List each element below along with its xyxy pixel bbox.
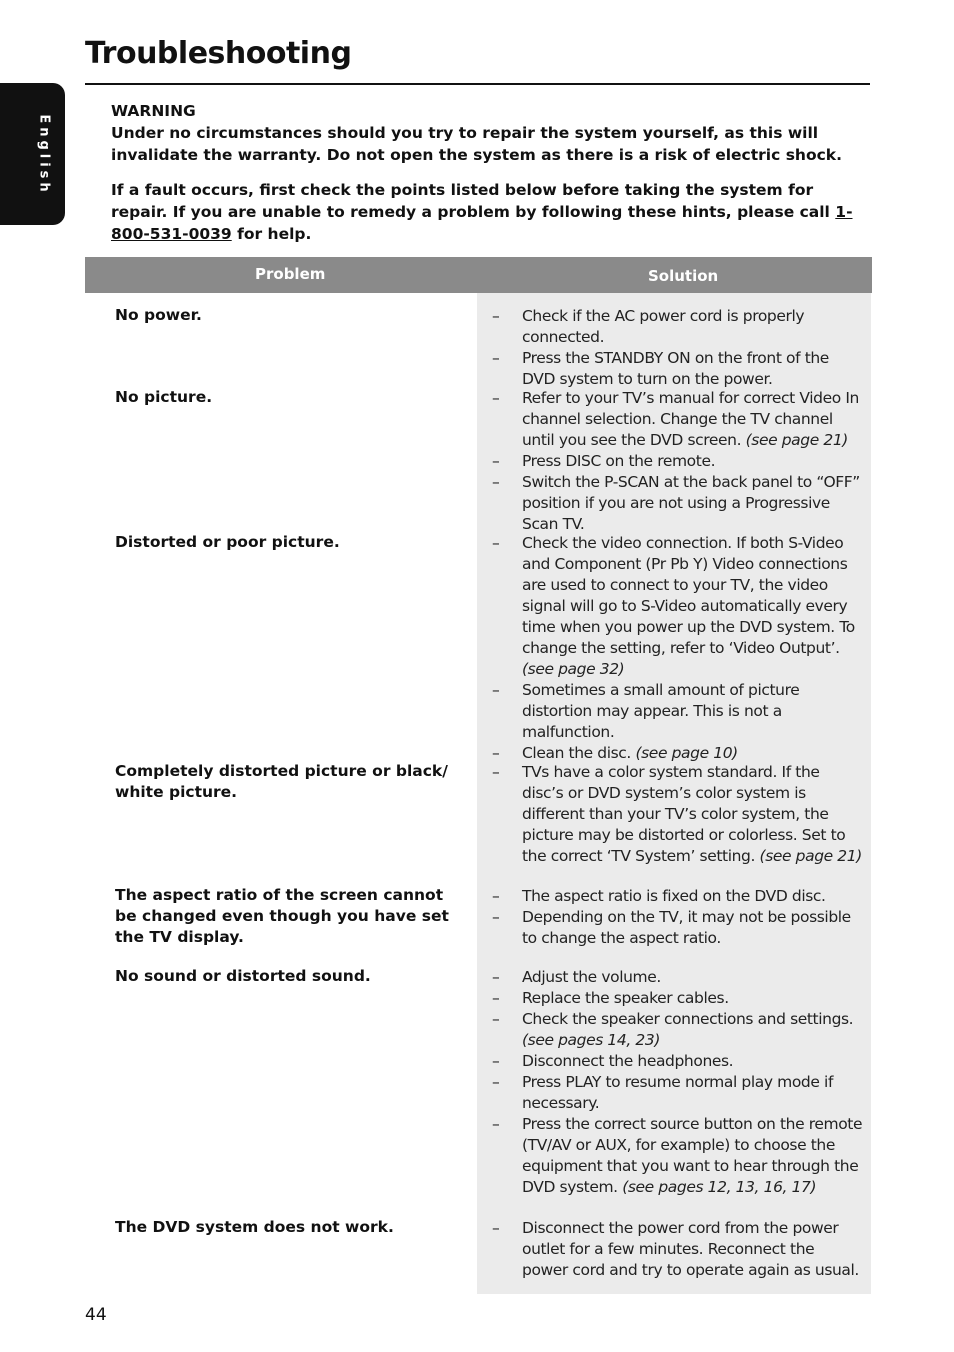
solution-item <box>492 967 864 988</box>
problem-cell: No picture. <box>115 388 213 406</box>
solution-item <box>492 472 864 535</box>
dash-bullet: – <box>492 534 500 552</box>
intro-before: If a fault occurs, first check the points listed below before taking the system for repair. If you are unable to remedy a problem by following these hints, please call <box>111 181 836 221</box>
problem-cell: The aspect ratio of the screen cannot be changed even though you have set the TV display. <box>115 886 449 946</box>
page-reference: (see page 21) <box>759 847 862 865</box>
solution-item <box>492 533 864 680</box>
dash-bullet: – <box>492 968 500 986</box>
dash-bullet: – <box>492 1052 500 1070</box>
solution-text: Replace the speaker cables. <box>522 989 729 1007</box>
dash-bullet: – <box>492 452 500 470</box>
solution-item <box>492 988 864 1009</box>
page-reference: (see pages 12, 13, 16, 17) <box>622 1178 817 1196</box>
dash-bullet: – <box>492 1219 500 1237</box>
page-reference: (see page 21) <box>745 431 848 449</box>
problem-cell: Distorted or poor picture. <box>115 533 340 551</box>
solution-list <box>492 306 864 390</box>
solution-list <box>492 886 864 949</box>
dash-bullet: – <box>492 908 500 926</box>
page-number: 44 <box>85 1305 107 1325</box>
problem-cell: No sound or distorted sound. <box>115 967 371 985</box>
solution-item <box>492 1114 864 1198</box>
dash-bullet: – <box>492 1115 500 1133</box>
dash-bullet: – <box>492 1010 500 1028</box>
solution-item <box>492 886 864 907</box>
solution-list <box>492 967 864 1198</box>
language-tab <box>0 83 65 225</box>
dash-bullet: – <box>492 389 500 407</box>
header-solution: Solution <box>648 267 719 285</box>
solution-text: Refer to your TV’s manual for correct Video In channel selection. Change the TV channel until you see the DVD screen. <box>522 389 859 449</box>
solution-list <box>492 762 864 867</box>
solution-item <box>492 1009 864 1051</box>
solution-text: Press DISC on the remote. <box>522 452 716 470</box>
solution-text: Sometimes a small amount of picture distortion may appear. This is not a malfunction. <box>522 681 800 741</box>
problem-cell: No power. <box>115 306 202 324</box>
help-phone-number: 1-800-531-0039 <box>111 203 853 243</box>
warning-heading: WARNING <box>111 102 196 120</box>
dash-bullet: – <box>492 307 500 325</box>
solution-item <box>492 1051 864 1072</box>
dash-bullet: – <box>492 989 500 1007</box>
dash-bullet: – <box>492 763 500 781</box>
dash-bullet: – <box>492 744 500 762</box>
solution-list <box>492 388 864 535</box>
solution-item <box>492 306 864 348</box>
problem-cell: Completely distorted picture or black/ white picture. <box>115 762 448 801</box>
dash-bullet: – <box>492 349 500 367</box>
solution-item <box>492 743 864 764</box>
solution-text: TVs have a color system standard. If the disc’s or DVD system’s color system is different than your TV’s color system, the picture may be distorted or colorless. Set to the correct ‘TV System’ setting. <box>522 763 846 865</box>
solution-item <box>492 1218 864 1281</box>
title-rule <box>85 83 870 85</box>
dash-bullet: – <box>492 473 500 491</box>
intro-text <box>111 179 861 245</box>
solution-text: Disconnect the power cord from the power outlet for a few minutes. Reconnect the power cord and try to operate again as usual. <box>522 1219 859 1279</box>
solution-text: Check the speaker connections and settings. <box>522 1010 854 1028</box>
page-reference: (see pages 14, 23) <box>522 1031 660 1049</box>
solution-text: Check if the AC power cord is properly connected. <box>522 307 805 346</box>
table-header <box>85 257 872 293</box>
solution-text: Check the video connection. If both S-Video and Component (Pr Pb Y) Video connections are used to connect to your TV, the video signal will go to S-Video automatically every time when you power up the DVD system. To change the setting, refer to ‘Video Output’. <box>522 534 855 657</box>
dash-bullet: – <box>492 1073 500 1091</box>
solution-text: Adjust the volume. <box>522 968 661 986</box>
solution-item <box>492 680 864 743</box>
solution-text: Press PLAY to resume normal play mode if necessary. <box>522 1073 833 1112</box>
solution-item <box>492 451 864 472</box>
solution-item <box>492 348 864 390</box>
page-reference: (see page 10) <box>635 744 738 762</box>
solution-list <box>492 533 864 764</box>
language-tab-label: English <box>36 114 52 196</box>
warning-block <box>111 100 861 245</box>
intro-after: for help. <box>231 225 312 243</box>
solution-text: Disconnect the headphones. <box>522 1052 734 1070</box>
problem-cell: The DVD system does not work. <box>115 1218 394 1236</box>
header-problem: Problem <box>255 265 326 283</box>
solution-text: Depending on the TV, it may not be possible to change the aspect ratio. <box>522 908 851 947</box>
solution-list <box>492 1218 864 1281</box>
solution-text: The aspect ratio is fixed on the DVD disc. <box>522 887 826 905</box>
solution-item <box>492 1072 864 1114</box>
solution-text: Press the STANDBY ON on the front of the DVD system to turn on the power. <box>522 349 829 388</box>
warning-text: Under no circumstances should you try to repair the system yourself, as this will invalidate the warranty. Do not open the system as there is a risk of electric shock. <box>111 124 842 164</box>
solution-text: Press the correct source button on the remote (TV/AV or AUX, for example) to choose the equipment that you want to hear through the DVD system. <box>522 1115 863 1196</box>
solution-text: Switch the P-SCAN at the back panel to “OFF” position if you are not using a Progressive Scan TV. <box>522 473 860 533</box>
page-reference: (see page 32) <box>522 660 625 678</box>
solution-item <box>492 762 864 867</box>
solution-item <box>492 388 864 451</box>
page-title: Troubleshooting <box>85 36 352 71</box>
dash-bullet: – <box>492 681 500 699</box>
dash-bullet: – <box>492 887 500 905</box>
solution-text: Clean the disc. <box>522 744 636 762</box>
solution-item <box>492 907 864 949</box>
